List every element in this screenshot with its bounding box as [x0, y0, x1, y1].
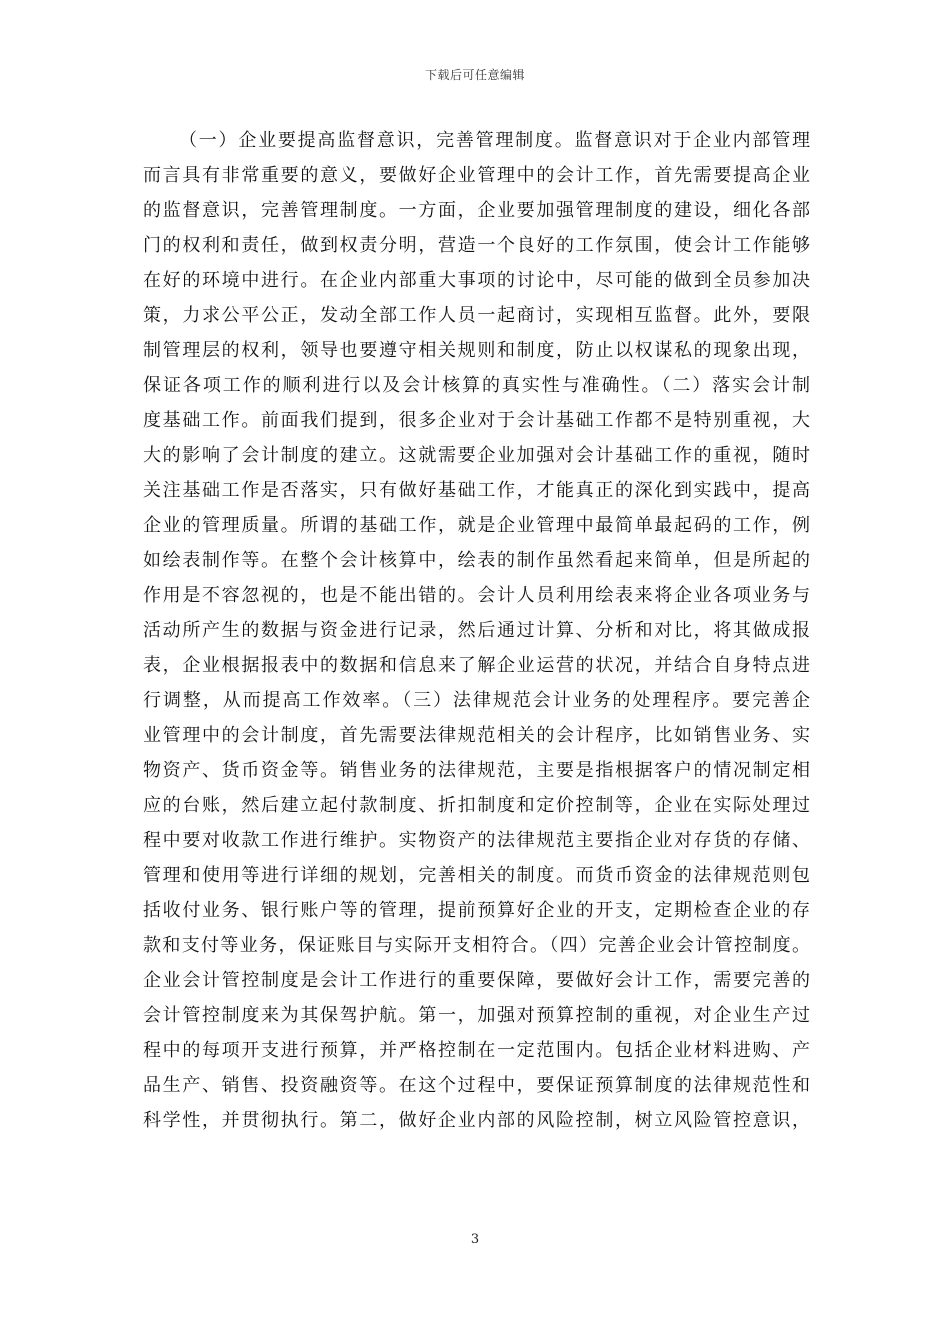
- text-line: 如绘表制作等。在整个会计核算中，绘表的制作虽然看起来简单，但是所起的: [143, 550, 810, 571]
- text-line: 策，力求公平公正，发动全部工作人员一起商讨，实现相互监督。此外，要限: [143, 305, 810, 326]
- text-line: 表，企业根据报表中的数据和信息来了解企业运营的状况，并结合自身特点进: [143, 655, 810, 676]
- text-line: 保证各项工作的顺利进行以及会计核算的真实性与准确性。（二）落实会计制: [143, 375, 810, 396]
- text-line: 门的权利和责任，做到权责分明，营造一个良好的工作氛围，使会计工作能够: [143, 235, 810, 256]
- text-line: 的监督意识，完善管理制度。一方面，企业要加强管理制度的建设，细化各部: [143, 200, 810, 221]
- text-line: 品生产、销售、投资融资等。在这个过程中，要保证预算制度的法律规范性和: [143, 1075, 810, 1096]
- text-line: 大的影响了会计制度的建立。这就需要企业加强对会计基础工作的重视，随时: [143, 445, 810, 466]
- text-line: 而言具有非常重要的意义，要做好企业管理中的会计工作，首先需要提高企业: [143, 165, 810, 186]
- text-line: 企业的管理质量。所谓的基础工作，就是企业管理中最简单最起码的工作，例: [143, 515, 810, 536]
- text-line: 会计管控制度来为其保驾护航。第一，加强对预算控制的重视，对企业生产过: [143, 1005, 810, 1026]
- text-line: 管理和使用等进行详细的规划，完善相关的制度。而货币资金的法律规范则包: [143, 865, 810, 886]
- text-line: 科学性，并贯彻执行。第二，做好企业内部的风险控制，树立风险管控意识，: [143, 1110, 810, 1131]
- text-line: 物资产、货币资金等。销售业务的法律规范，主要是指根据客户的情况制定相: [143, 760, 810, 781]
- page-header: 下载后可任意编辑: [424, 68, 525, 82]
- text-line: 活动所产生的数据与资金进行记录，然后通过计算、分析和对比，将其做成报: [143, 620, 810, 641]
- text-line: 程中要对收款工作进行维护。实物资产的法律规范主要指企业对存货的存储、: [143, 830, 810, 851]
- text-line: 程中的每项开支进行预算，并严格控制在一定范围内。包括企业材料进购、产: [143, 1040, 810, 1061]
- text-line: 制管理层的权利，领导也要遵守相关规则和制度，防止以权谋私的现象出现，: [143, 340, 810, 361]
- text-line: 作用是不容忽视的，也是不能出错的。会计人员利用绘表来将企业各项业务与: [143, 585, 810, 606]
- text-line: 关注基础工作是否落实，只有做好基础工作，才能真正的深化到实践中，提高: [143, 480, 810, 501]
- body-text: [143, 123, 810, 1138]
- text-line: 括收付业务、银行账户等的管理，提前预算好企业的开支，定期检查企业的存: [143, 900, 810, 921]
- text-line: 应的台账，然后建立起付款制度、折扣制度和定价控制等，企业在实际处理过: [143, 795, 810, 816]
- text-line: （一）企业要提高监督意识，完善管理制度。监督意识对于企业内部管理: [179, 130, 810, 151]
- page-number: 3: [470, 1232, 480, 1247]
- text-line: 在好的环境中进行。在企业内部重大事项的讨论中，尽可能的做到全员参加决: [143, 270, 810, 291]
- text-line: 企业会计管控制度是会计工作进行的重要保障，要做好会计工作，需要完善的: [143, 970, 810, 991]
- text-line: 款和支付等业务，保证账目与实际开支相符合。（四）完善企业会计管控制度。: [143, 935, 810, 956]
- text-line: 行调整，从而提高工作效率。（三）法律规范会计业务的处理程序。要完善企: [143, 690, 810, 711]
- text-line: 度基础工作。前面我们提到，很多企业对于会计基础工作都不是特别重视，大: [143, 410, 810, 431]
- text-line: 业管理中的会计制度，首先需要法律规范相关的会计程序，比如销售业务、实: [143, 725, 810, 746]
